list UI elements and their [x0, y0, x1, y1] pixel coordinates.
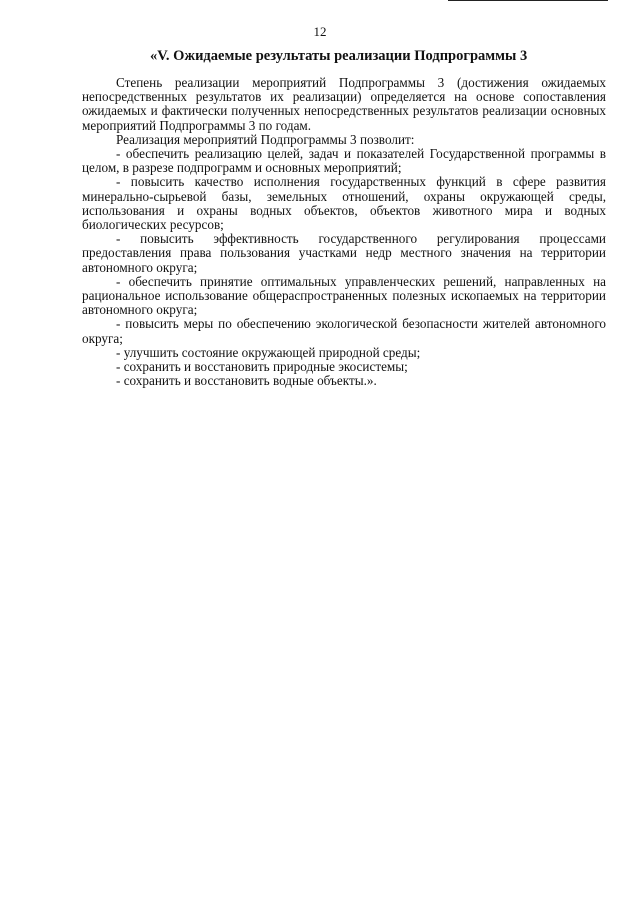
list-item: - сохранить и восстановить природные экосистемы; [116, 359, 408, 375]
top-rule [448, 0, 608, 1]
paragraph-list-lead: Реализация мероприятий Подпрограммы 3 позволит: [116, 131, 415, 147]
list-item: - обеспечить реализацию целей, задач и показателей Государственной программы в целом, в разрезе подпрограмм и основных мероприятий; [82, 146, 606, 176]
section-title: «V. Ожидаемые результаты реализации Подпрограммы 3 [150, 48, 528, 64]
list-item: - повысить меры по обеспечению экологической безопасности жителей автономного округа; [82, 316, 606, 346]
list-item: - обеспечить принятие оптимальных управленческих решений, направленных на рациональное использование общераспространенных полезных ископаемых на территории автономного округа; [82, 273, 606, 318]
list-item: - улучшить состояние окружающей природной среды; [116, 344, 421, 360]
list-item: - сохранить и восстановить водные объекты.». [116, 373, 377, 389]
list-item: - повысить эффективность государственного регулирования процессами предоставления права пользования участками недр местного значения на территории автономного округа; [82, 231, 606, 275]
paragraph-intro: Степень реализации мероприятий Подпрограммы 3 (достижения ожидаемых непосредственных результатов их реализации) определяется на основе сопоставления ожидаемых и фактически полученных непосредственных результатов реализации основных мероприятий Подпрограммы 3 по годам. [82, 75, 606, 133]
page-number: 12 [313, 24, 327, 39]
document-body [82, 76, 606, 388]
list-item: - повысить качество исполнения государственных функций в сфере развития минерально-сырьевой базы, земельных отношений, охраны окружающей среды, использования и охраны водных объектов, объектов животного мира и водных биологических ресурсов; [82, 174, 606, 233]
